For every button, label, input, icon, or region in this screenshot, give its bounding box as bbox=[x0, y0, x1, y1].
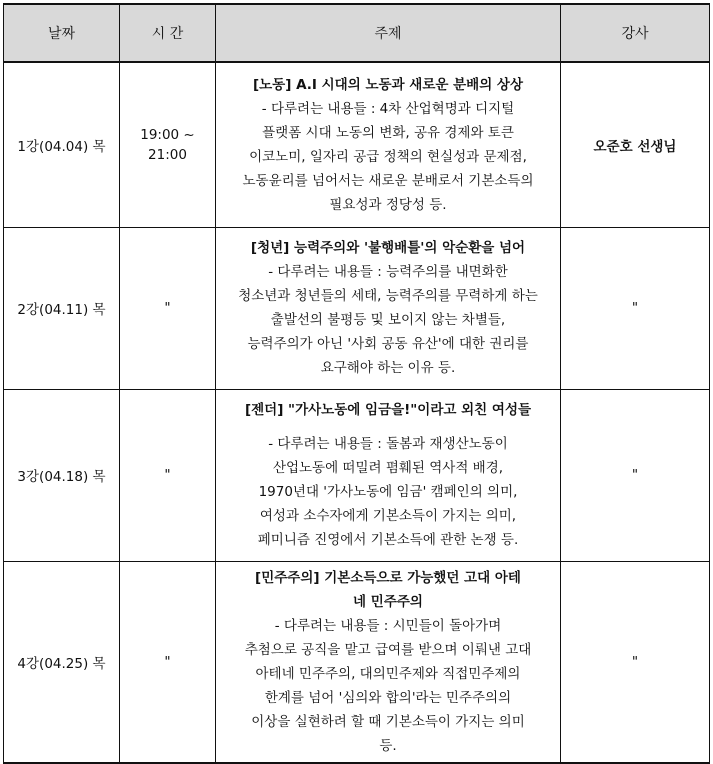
topic-line: - 다루려는 내용들 : 능력주의를 내면화한 bbox=[268, 264, 508, 280]
row-date: 4강(04.25) 목 bbox=[4, 561, 120, 763]
topic-line: 노동윤리를 넘어서는 새로운 분배로서 기본소득의 bbox=[242, 172, 534, 189]
header-row bbox=[4, 4, 710, 62]
row-teacher: " bbox=[561, 389, 710, 561]
header-date: 날짜 bbox=[4, 4, 120, 62]
row-date: 3강(04.18) 목 bbox=[4, 389, 120, 561]
row-topic bbox=[216, 389, 561, 561]
topic-line: 출발선의 불평등 및 보이지 않는 차별들, bbox=[270, 312, 506, 328]
topic-line: 1970년대 '가사노동에 임금' 캠페인의 의미, bbox=[258, 484, 518, 500]
header-time: 시 간 bbox=[120, 4, 216, 62]
topic-title: [젠더] "가사노동에 임금을!"이라고 외친 여성들 bbox=[244, 402, 532, 418]
topic-title: [민주주의] 기본소득으로 가능했던 고대 아테네 민주주의 bbox=[255, 569, 521, 610]
row-teacher: " bbox=[561, 561, 710, 763]
topic-line: 아테네 민주주의, 대의민주제와 직접민주제의 bbox=[255, 665, 521, 682]
row-time: 19:00 ~ 21:00 bbox=[120, 62, 216, 227]
row-topic bbox=[216, 227, 561, 389]
row-teacher: 오준호 선생님 bbox=[561, 62, 710, 227]
row-teacher: " bbox=[561, 227, 710, 389]
row-time: " bbox=[120, 227, 216, 389]
topic-line: - 다루려는 내용들 : 돌봄과 재생산노동이 bbox=[268, 436, 508, 452]
row-time: " bbox=[120, 561, 216, 763]
topic-line: 추첨으로 공직을 맡고 급여를 받으며 이뤄낸 고대 bbox=[244, 641, 532, 658]
row-topic bbox=[216, 561, 561, 763]
topic-line: 등. bbox=[379, 737, 397, 754]
row-topic bbox=[216, 62, 561, 227]
topic-line: 요구해야 하는 이유 등. bbox=[320, 360, 456, 376]
topic-line: - 다루려는 내용들 : 시민들이 돌아가며 bbox=[274, 617, 502, 634]
topic-title: [청년] 능력주의와 '불행배틀'의 악순환을 넘어 bbox=[250, 240, 526, 256]
topic-line: 페미니즘 진영에서 기본소득에 관한 논쟁 등. bbox=[257, 532, 519, 548]
header-teacher: 강사 bbox=[561, 4, 710, 62]
table-row bbox=[4, 561, 710, 763]
topic-line: 여성과 소수자에게 기본소득이 가지는 의미, bbox=[259, 508, 517, 524]
topic-line: 이코노미, 일자리 공급 정책의 현실성과 문제점, bbox=[249, 148, 527, 165]
topic-line: 청소년과 청년들의 세태, 능력주의를 무력하게 하는 bbox=[238, 288, 538, 304]
topic-line: 한계를 넘어 '심의와 합의'라는 민주주의의 bbox=[264, 689, 512, 706]
schedule-table-wrap bbox=[3, 3, 709, 756]
topic-line: - 다루려는 내용들 : 4차 산업혁명과 디지털 bbox=[261, 100, 515, 117]
row-time: " bbox=[120, 389, 216, 561]
row-date: 1강(04.04) 목 bbox=[4, 62, 120, 227]
topic-line: 산업노동에 떠밀려 폄훼된 역사적 배경, bbox=[272, 460, 504, 476]
topic-line: 능력주의가 아닌 '사회 공동 유산'에 대한 권리를 bbox=[247, 336, 529, 352]
table-row bbox=[4, 389, 710, 561]
topic-line: 필요성과 정당성 등. bbox=[329, 196, 447, 213]
schedule-table bbox=[3, 3, 710, 764]
row-date: 2강(04.11) 목 bbox=[4, 227, 120, 389]
table-row bbox=[4, 62, 710, 227]
topic-title: [노동] A.I 시대의 노동과 새로운 분배의 상상 bbox=[252, 76, 524, 93]
table-row bbox=[4, 227, 710, 389]
header-topic: 주제 bbox=[216, 4, 561, 62]
topic-line: 이상을 실현하려 할 때 기본소득이 가지는 의미 bbox=[251, 713, 525, 730]
topic-line: 플랫폼 시대 노동의 변화, 공유 경제와 토큰 bbox=[262, 124, 514, 141]
